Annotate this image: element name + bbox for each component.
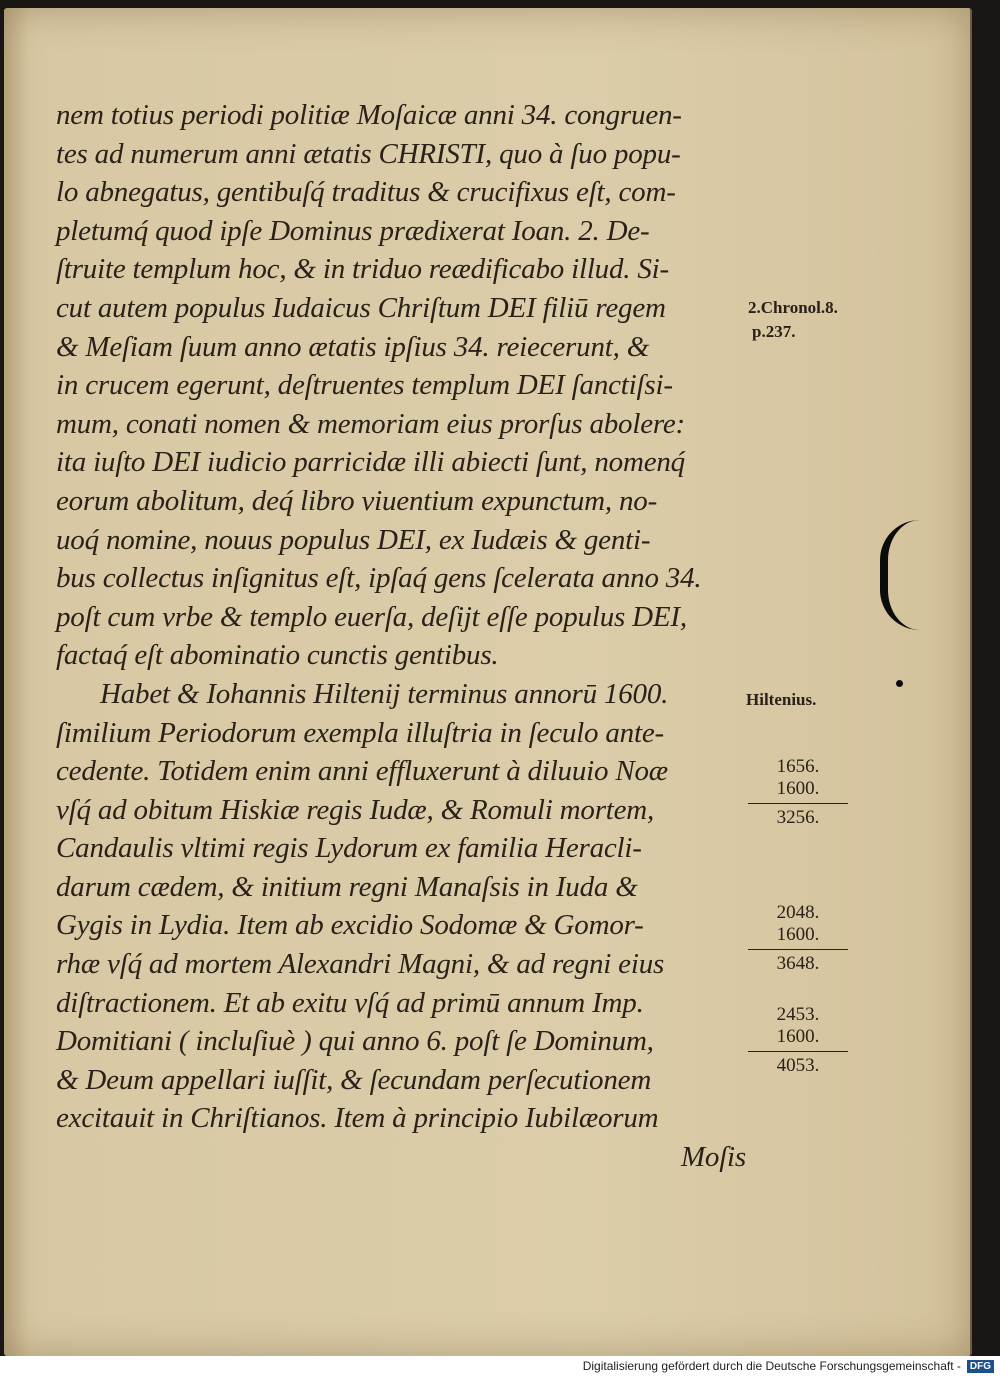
calc-rule <box>748 949 848 950</box>
calc-addend: 1656. <box>776 756 820 777</box>
margin-note-hiltenius: Hiltenius. <box>746 690 817 709</box>
text-line: ita iuſto DEI iudicio parricidæ illi abiecti ſunt, nomenq́ <box>56 446 685 479</box>
text-line: pletumq́ quod ipſe Dominus prædixerat Ioan. 2. De- <box>56 214 650 247</box>
margin-calculation <box>748 756 848 829</box>
text-line: & Meſiam ſuum anno ætatis ipſius 34. reiecerunt, & <box>56 330 650 363</box>
text-line: Gygis in Lydia. Item ab excidio Sodomæ & Gomor- <box>56 909 644 942</box>
calc-addend: 1600. <box>776 778 820 799</box>
text-line: & Deum appellari iuſſit, & ſecundam perſecutionem <box>56 1063 652 1096</box>
text-line: cedente. Totidem enim anni effluxerunt à diluuio Noæ <box>56 755 668 788</box>
main-text <box>56 96 746 1177</box>
text-line: diſtractionem. Et ab exitu vſq́ ad primū annum Imp. <box>56 986 644 1019</box>
text-line: tes ad numerum anni ætatis CHRISTI, quo à ſuo popu- <box>56 137 681 170</box>
calc-addend: 1600. <box>776 924 820 945</box>
ink-bracket-mark <box>880 520 928 630</box>
calc-addend: 1600. <box>776 1026 820 1047</box>
calc-rule <box>748 1051 848 1052</box>
margin-calculation <box>748 902 848 975</box>
text-line: excitauit in Chriſtianos. Item à principio Iubilæorum <box>56 1102 659 1135</box>
ink-dot-mark <box>896 680 903 687</box>
catchword: Moſis <box>680 1141 746 1174</box>
text-line: uoq́ nomine, nouus populus DEI, ex Iudæis & genti- <box>56 523 651 556</box>
margin-calculation <box>748 1004 848 1077</box>
text-line: nem totius periodi politiæ Moſaicæ anni 34. congruen- <box>56 99 682 131</box>
margin-note-chronol: 2.Chronol.8. <box>748 298 838 317</box>
text-line: mum, conati nomen & memoriam eius prorſus abolere: <box>56 407 686 440</box>
calc-addend: 2453. <box>776 1004 820 1025</box>
text-line: ſtruite templum hoc, & in triduo reædificabo illud. Si- <box>56 253 669 286</box>
text-line: darum cædem, & initium regni Manaſsis in Iuda & <box>56 870 638 903</box>
text-line: bus collectus inſignitus eſt, ipſaq́ gens ſcelerata anno 34. <box>56 562 702 595</box>
calc-sum: 3256. <box>776 807 820 828</box>
margin-note-page-ref: p.237. <box>752 322 796 341</box>
text-line: rhæ vſq́ ad mortem Alexandri Magni, & ad regni eius <box>56 948 665 981</box>
text-line: in crucem egerunt, deſtruentes templum DEI ſanctiſsi- <box>56 369 673 402</box>
text-line: cut autem populus Iudaicus Chriſtum DEI filiū regem <box>56 291 666 324</box>
calc-addend: 2048. <box>776 902 820 923</box>
text-line: Candaulis vltimi regis Lydorum ex familia Heracli- <box>56 832 642 865</box>
text-line: Habet & Iohannis Hiltenij terminus annorū 1600. <box>100 677 669 710</box>
text-line: lo abnegatus, gentibuſq́ traditus & crucifixus eſt, com- <box>56 176 676 209</box>
text-line: vſq́ ad obitum Hiskiæ regis Iudæ, & Romuli mortem, <box>56 793 655 826</box>
text-line: factaq́ eſt abominatio cunctis gentibus. <box>56 639 499 672</box>
text-line: poſt cum vrbe & templo euerſa, deſijt eſſe populus DEI, <box>56 600 687 633</box>
text-line: ſimilium Periodorum exempla illuſtria in ſeculo ante- <box>56 716 664 749</box>
text-line: Domitiani ( incluſiuè ) qui anno 6. poſt ſe Dominum, <box>56 1025 654 1058</box>
digitization-footer <box>0 1356 1000 1376</box>
text-line: eorum abolitum, deq́ libro viuentium expunctum, no- <box>56 484 658 517</box>
calc-sum: 3648. <box>776 953 820 974</box>
footer-text: Digitalisierung gefördert durch die Deutsche Forschungsgemeinschaft - <box>582 1359 961 1373</box>
dfg-logo: DFG <box>967 1360 994 1373</box>
calc-rule <box>748 803 848 804</box>
calc-sum: 4053. <box>776 1055 820 1076</box>
